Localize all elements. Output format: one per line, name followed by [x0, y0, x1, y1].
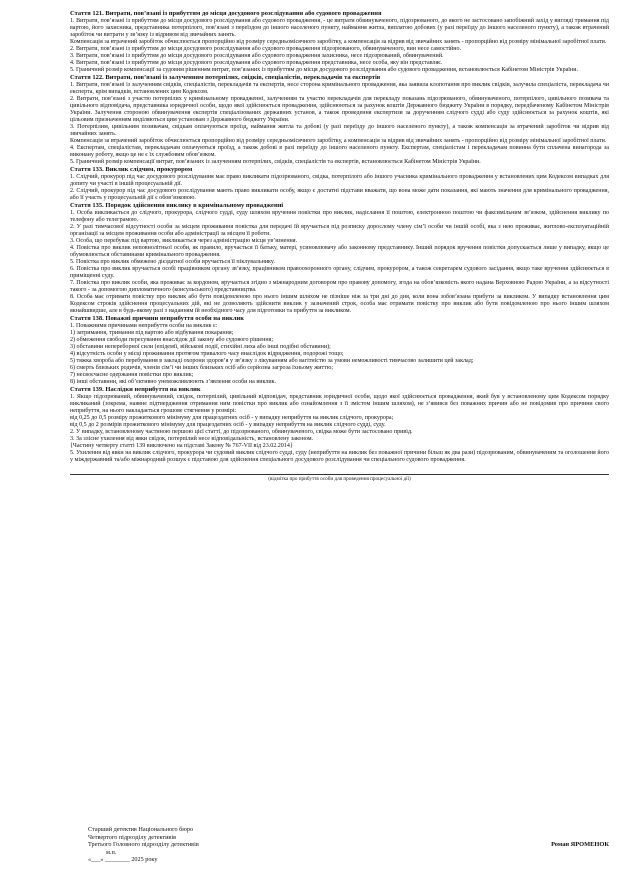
article-139-p5: 3. За злісне ухилення від явки свідок, потерпілий несе відповідальність, встановлену законом.	[70, 436, 314, 443]
article-138-p3: 2) обмеження свободи пересування внаслідок дії закону або судового рішення;	[70, 336, 274, 343]
article-139-p6: {Частину четверту статті 139 виключено на підставі Закону № 767-VII від 23.02.2014}	[70, 443, 293, 450]
signatory-line-1: Старший детектив Національного бюро	[88, 826, 194, 833]
article-122-title: Стаття 122. Витрати, пов’язані із залученням потерпілих, свідків, спеціалістів, перекладачів та експертів	[70, 73, 381, 81]
seal-place: м.п.	[106, 848, 117, 856]
article-138-p2: 1) затримання, тримання під вартою або відбування покарання;	[70, 329, 234, 336]
article-122-p1: 1. Витрати, пов’язані із залученням свідків, спеціалістів, перекладачів та експертів, несе сторона кримінального провадження, яка заявила клопотання про виклик свідків, залучила спеціаліста, перекладача чи експерта, крім випадків, встановлених цим Кодексом.	[70, 81, 609, 95]
arrival-mark-caption: (відмітка про прибуття особи для проведення процесуальної дії)	[268, 476, 411, 483]
document-date: «___» ________ 2025 року	[88, 856, 158, 864]
article-138-p8: 7) несвоєчасне одержання повістки про виклик;	[70, 372, 194, 379]
article-121-p3: 2. Витрати, пов’язані із прибуттям до місця досудового розслідування або судового провадження підозрюваного, обвинуваченого, вин несе самостійно.	[70, 45, 462, 52]
article-133-p2: 2. Слідчий, прокурор під час досудового розслідування мають право викликати особу, якщо є достатні підстави вважати, що вона може дати показання, які мають значення для кримінального провадження, або її участь у процесуальній дії є обов’язковою.	[70, 187, 609, 201]
article-135-p1: 1. Особа викликається до слідчого, прокурора, слідчого судді, суду шляхом вручення повістки про виклик, надіслання її поштою, електронною поштою чи факсимільним зв’язком, здійснення виклику по телефону або телеграмою.	[70, 209, 609, 223]
article-135-p3: 3. Особа, що перебуває під вартою, викликається через адміністрацію місця ув’язнення.	[70, 237, 298, 244]
article-121-p1: 1. Витрати, пов’язані із прибуттям до місця досудового розслідування або судового провадження, - це витрати обвинуваченого, підозрюваного, до якого не застосовано запобіжний захід у вигляді тримання під вартою, його захисника, представника потерпілого, пов’язані з переїздом до іншого населеного пункту, наймання житла, виплатою добових (у разі переїзду до іншого населеного пункту), а також втрачений заробіток чи витрати у зв’язку із відривом від звичайних занять.	[70, 17, 609, 38]
signatory-line-3: Третього Головного підрозділу детективів	[88, 841, 199, 849]
signatory-name: Роман ЯРОМЕНОК	[551, 841, 609, 848]
article-135-p7: 7. Повістка про виклик особи, яка проживає за кордоном, вручається згідно з міжнародним договором про правову допомогу, згода на обов’язковість якого надана Верховною Радою України, а за відсутності такого - за допомогою дипломатичного (консульського) представництва.	[70, 279, 609, 294]
article-135-p6: 6. Повістка про виклик вручається особі працівником органу зв’язку, працівником правоохоронного органу, слідчим, прокурором, а також секретарем судового засідання, якщо таке вручення здійснюється в приміщенні суду.	[70, 265, 609, 279]
signatory-position	[88, 826, 328, 864]
article-139-p7: 5. Ухилення від явки на виклик слідчого, прокурора чи судовий виклик слідчого судді, суду (неприбуття на виклик без поважної причини більш як два рази) підозрюваним, обвинуваченим та оголошення його у міждержавний та/або міжнародний розшук є підставою для здійснення спеціального досудового розслідування чи спеціального судового провадження.	[70, 450, 609, 464]
article-122-p2: 2. Витрати, пов’язані з участю потерпілих у кримінальному провадженні, залученням та участю перекладачів для перекладу показань підозрюваного, обвинуваченого, потерпілого, цивільного позивача та цивільного відповідача, представника юридичної особи, щодо якої здійснюється провадження, здійснюються за рахунок коштів Державного бюджету України в порядку, передбаченому Кабінетом Міністрів України. Залучення стороною обвинувачення експертів спеціалізованих державних установ, а також проведення експертизи за дорученням слідчого судді або суду здійснюється за рахунок коштів, які цільовим призначенням виділяються цим установам з Державного бюджету України.	[70, 95, 609, 123]
article-138-p4: 3) обставини непереборної сили (епідемії, військові події, стихійні лиха або інші подібні обставини);	[70, 343, 331, 350]
article-138-p5: 4) відсутність особи у місці проживання протягом тривалого часу внаслідок відрядження, подорожі тощо;	[70, 350, 344, 357]
article-135-p8: 8. Особа має отримати повістку про виклик або бути повідомленою про нього іншим шляхом не пізніше ніж за три дні до дня, коли вона зобов’язана прибути за викликом. У випадку встановлення цим Кодексом строків здійснення процесуальних дій, які не дозволяють здійснити виклик у зазначений строк, особа має отримати повістку про виклик або бути повідомленою про нього іншим шляхом якнайшвидше, але в будь-якому разі з наданням їй необхідного часу для підготовки та прибуття за викликом.	[70, 294, 609, 315]
article-135-p2: 2. У разі тимчасової відсутності особи за місцем проживання повістка для передачі їй вручається під розписку дорослому члену сім’ї особи чи іншій особі, яка з нею проживає, житлово-експлуатаційній організації за місцем проживання особи або адміністрації за місцем її роботи.	[70, 223, 609, 237]
article-138-title: Стаття 138. Поважні причини неприбуття особи на виклик	[70, 315, 245, 323]
article-121-p2: Компенсація за втрачений заробіток обчислюється пропорційно від розміру середньомісячного заробітку, а компенсація за відрив від звичайних занять - пропорційно від розміру мінімальної заробітної плати.	[70, 38, 607, 45]
article-122-p3: 3. Потерпілим, цивільним позивачам, свідкам оплачуються проїзд, наймання житла та добові (у разі переїзду до іншого населеного пункту), а також компенсація за втрачений заробіток чи відрив від звичайних занять.	[70, 123, 609, 137]
article-135-title: Стаття 135. Порядок здійснення виклику в кримінальному провадженні	[70, 201, 284, 209]
article-135-p5: 5. Повістка про виклик обмежено дієздатної особи вручається її піклувальнику.	[70, 258, 275, 265]
article-122-p4: Компенсація за втрачений заробіток обчислюється пропорційно від розміру середньомісячного заробітку, а компенсація за відрив від звичайних занять - пропорційно від розміру мінімальної заробітної плати.	[70, 137, 607, 144]
article-121-p4: 3. Витрати, пов’язані із прибуттям до місця досудового розслідування або судового провадження захисника, несе підозрюваний, обвинувачений.	[70, 52, 444, 59]
article-139-p3: від 0,5 до 2 розмірів прожиткового мінімуму для працездатних осіб - у випадку неприбуття на виклик слідчого судді, суду.	[70, 422, 386, 428]
article-121-p6: 5. Граничний розмір компенсації за судовим рішенням витрат, пов’язаних із прибуттям до місця досудового розслідування або судового провадження, встановлюється Кабінетом Міністрів України.	[70, 66, 578, 73]
spacer	[70, 464, 609, 470]
article-139-p4: 2. У випадку, встановленому частиною першою цієї статті, до підозрюваного, обвинуваченого, свідка може бути застосовано привід.	[70, 429, 413, 436]
article-138-p7: 6) смерть близьких родичів, членів сім’ї чи інших близьких осіб або серйозна загроза їхньому життю;	[70, 365, 334, 372]
article-122-p6: 5. Граничний розмір компенсації витрат, пов’язаних із залученням потерпілих, свідків, спеціалістів та експертів, встановлюється Кабінетом Міністрів України.	[70, 159, 481, 166]
legal-text	[70, 10, 609, 483]
article-121-p5: 4. Витрати, пов’язані із прибуттям до місця досудового розслідування або судового провадження представника, несе особа, яку він представляє.	[70, 59, 443, 66]
article-138-p1: 1. Поважними причинами неприбуття особи на виклик є:	[70, 322, 218, 329]
article-133-p1: 1. Слідчий, прокурор під час досудового розслідування має право викликати підозрюваного, свідка, потерпілого або іншого учасника кримінального провадження у встановлених цим Кодексом випадках для допиту чи участі в іншій процесуальній дії.	[70, 173, 609, 187]
signature-block	[88, 826, 609, 864]
article-138-p6: 5) тяжка хвороба або перебування в закладі охорони здоров’я у зв’язку з лікуванням або вагітністю за умови неможливості тимчасово залишити цей заклад;	[70, 358, 474, 365]
signatory-line-2: Четвертого підрозділу детективів	[88, 833, 176, 841]
article-139-title: Стаття 139. Наслідки неприбуття на виклик	[70, 386, 201, 394]
article-133-title: Стаття 133. Виклик слідчим, прокурором	[70, 166, 193, 174]
article-139-p1: 1. Якщо підозрюваний, обвинувачений, свідок, потерпілий, цивільний відповідач, представник юридичної особи, щодо якої здійснюється провадження, який був у встановленому цим Кодексом порядку викликаний (зокрема, наявне підтвердження отримання ним повістки про виклик або ознайомлення з її змістом іншим шляхом), не з’явився без поважних причин або не повідомив про причини свого неприбуття, на нього накладається грошове стягнення у розмірі:	[70, 393, 609, 414]
article-121-title: Стаття 121. Витрати, пов’язані із прибуттям до місця досудового розслідування або судового провадження	[70, 10, 382, 17]
article-122-p5: 4. Експертам, спеціалістам, перекладачам оплачуються проїзд, а також добові в разі переїзду до іншого населеного пункту. Експертам, спеціалістам і перекладачам повинна бути сплачена винагорода за виконану роботу, якщо це не є їх службовим обов’язком.	[70, 144, 609, 159]
article-138-p9: 8) інші обставини, які об’єктивно унеможливлюють з’явлення особи на виклик.	[70, 379, 277, 386]
article-135-p4: 4. Повістка про виклик неповнолітньої особи, як правило, вручається її батьку, матері, усиновлювачу або законному представнику. Інший порядок вручення повістки допускається лише у випадку, якщо це обумовлюється обставинами кримінального провадження.	[70, 244, 609, 258]
article-139-p2: від 0,25 до 0,5 розміру прожиткового мінімуму для працездатних осіб - у випадку неприбуття на виклик слідчого, прокурора;	[70, 414, 394, 421]
